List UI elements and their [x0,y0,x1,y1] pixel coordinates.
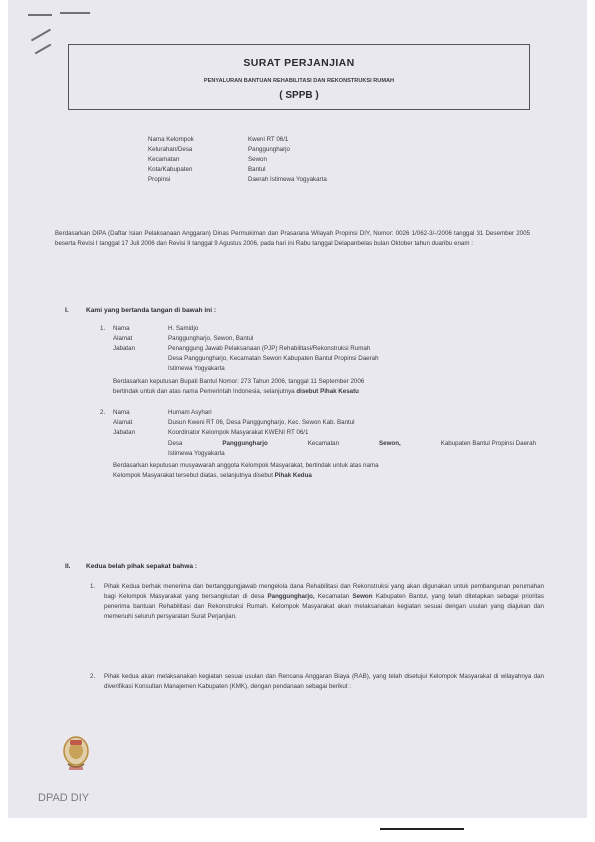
info-row [148,145,327,155]
document-code: ( SPPB ) [279,90,319,101]
cont-bold: Panggungharjo [222,440,268,447]
pen-mark [28,14,52,16]
section-1-heading: Kami yang bertanda tangan di bawah ini : [86,307,217,314]
info-label: Nama Kelompok [148,136,194,143]
item-1-number: 1. [90,583,96,590]
field-value: Penanggung Jawab Pelaksanaan (PJP) Rehabilitasi/Rekonstruksi Rumah [168,345,371,352]
info-label: Kelurahan/Desa [148,146,193,153]
brand-watermark: DPAD DIY [38,792,90,804]
info-row [148,135,327,145]
info-row [148,155,327,165]
pen-mark [60,12,90,14]
field-value: Dusun Kweni RT 06, Desa Panggungharjo, Kec. Sewon Kab. Bantul [168,419,355,426]
cont-text: Kecamatan [307,440,340,447]
item-bold: Panggungharjo, [267,593,315,600]
party-2-number: 2. [100,409,106,416]
party-2-address-row [113,418,355,428]
party-2-position-row [113,428,308,438]
item-2-number: 2. [90,673,96,680]
party-1-designation: disebut Pihak Kesatu [296,388,359,395]
field-label: Alamat [113,335,133,342]
cont-text: Desa [168,440,183,447]
info-value: Sewon [248,156,267,163]
field-label: Jabatan [113,345,136,352]
party-2-name-row [113,408,212,418]
seal-emblem-icon [59,733,93,775]
intro-paragraph: Berdasarkan DIPA (Daftar Isian Pelaksanaan Anggaran) Dinas Permukiman dan Prasarana Wilayah Propinsi DIY, Nomor: 0026 1/062-3/-/2006 tanggal 31 Desember 2005 beserta Revisi I tanggal 17 Juli 2006 dan Revisi II tanggal 9 Agustus 2006, pada hari ini Rabu tanggal Delapanbelas bulan Oktober tahun duaribu enam : [55,230,530,247]
field-label: Nama [113,325,130,332]
field-label: Alamat [113,419,133,426]
cont-text: Kabupaten Bantul Propinsi Daerah [440,440,536,447]
item-2-text: Pihak kedua akan melaksanakan kegiatan sesuai usulan dan Rencana Anggaran Biaya (RAB), yang telah disetujui Kelompok Masyarakat di wilayahnya dan diverifikasi Konsultan Manajemen Kabupaten (KMK), dengan pendanaan sebagai berikut : [104,673,544,690]
section-1-number: I. [65,307,69,314]
title-box [68,44,530,110]
item-bold: Sewon [352,593,373,600]
document-title: SURAT PERJANJIAN [243,57,355,69]
signature-line [380,828,464,830]
party-2-basis: Berdasarkan keputusan musyawarah anggota Kelompok Masyarakat, bertindak untuk atas nama [113,462,379,469]
info-label: Propinsi [148,176,171,183]
field-value: Panggungharjo, Sewon, Bantul [168,335,254,342]
party-2-position-cont: Istimewa Yogyakarta [168,450,225,457]
party-1-basis-text: bertindak untuk dan atas nama Pemerintah Indonesia, selanjutnya [113,388,295,395]
info-value: Kweni RT 06/1 [248,136,289,143]
field-value: Koordinator Kelompok Masyarakat KWENI RT 06/1 [168,429,309,436]
party-1-address-row [113,334,253,344]
party-2-basis-text: Kelompok Masyarakat tersebut diatas, selanjutnya disebut [113,472,273,479]
section-2-number: II. [65,563,71,570]
info-label: Kota/Kabupaten [148,166,193,173]
pen-mark [31,29,51,42]
document-page [8,0,587,818]
pen-mark [35,44,52,55]
info-row [148,165,327,175]
party-1-position-row [113,344,370,354]
party-2-position-cont [168,439,536,449]
party-2-designation: Pihak Kedua [274,472,312,479]
info-value: Panggungharjo [248,146,290,153]
section-2-heading: Kedua belah pihak sepakat bahwa : [86,563,198,570]
group-info-table [148,135,327,185]
info-value: Bantul [248,166,266,173]
item-text: Kabupaten Bantul, yang telah ditetapkan sebagai prioritas penerima bantuan Rehabilitasi dan Rekonstruksi Rumah. Kelompok Masyarakat akan melaksanakan kegiatan sesuai dengan usulan yang diajukan dan memenuhi seluruh persyaratan Surat Perjanjian. [104,593,544,620]
party-1-number: 1. [100,325,106,332]
info-value: Daerah Istimewa Yogyakarta [248,176,327,183]
party-1-name-row [113,324,198,334]
field-value: H. Samidjo [168,325,199,332]
cont-bold: Sewon, [379,440,401,447]
field-label: Jabatan [113,429,136,436]
info-label: Kecamatan [148,156,180,163]
item-text: Kecamatan [317,593,350,600]
item-text: Pihak Kedua berhak menerima dan bertanggungjawab mengelola dana Rehabilitasi dan Rekonstruksi yang akan digunakan untuk pembangunan perumahan bagi Kelompok Masyarakat yang bersangkutan di desa [104,583,544,600]
party-1-basis [113,387,359,397]
party-2-basis [113,471,312,481]
party-1-position-cont: Istimewa Yogyakarta [168,365,225,372]
field-label: Nama [113,409,130,416]
info-row [148,175,327,185]
party-1-position-cont: Desa Panggungharjo, Kecamatan Sewon Kabupaten Bantul Propinsi Daerah [168,355,379,362]
document-subtitle: PENYALURAN BANTUAN REHABILITASI DAN REKONSTRUKSI RUMAH [203,78,395,84]
party-1-basis: Berdasarkan keputusan Bupati Bantul Nomor: 273 Tahun 2006, tanggal 11 September 2006 [113,378,365,385]
field-value: Humam Asyhari [168,409,212,416]
item-1-text [104,582,544,622]
